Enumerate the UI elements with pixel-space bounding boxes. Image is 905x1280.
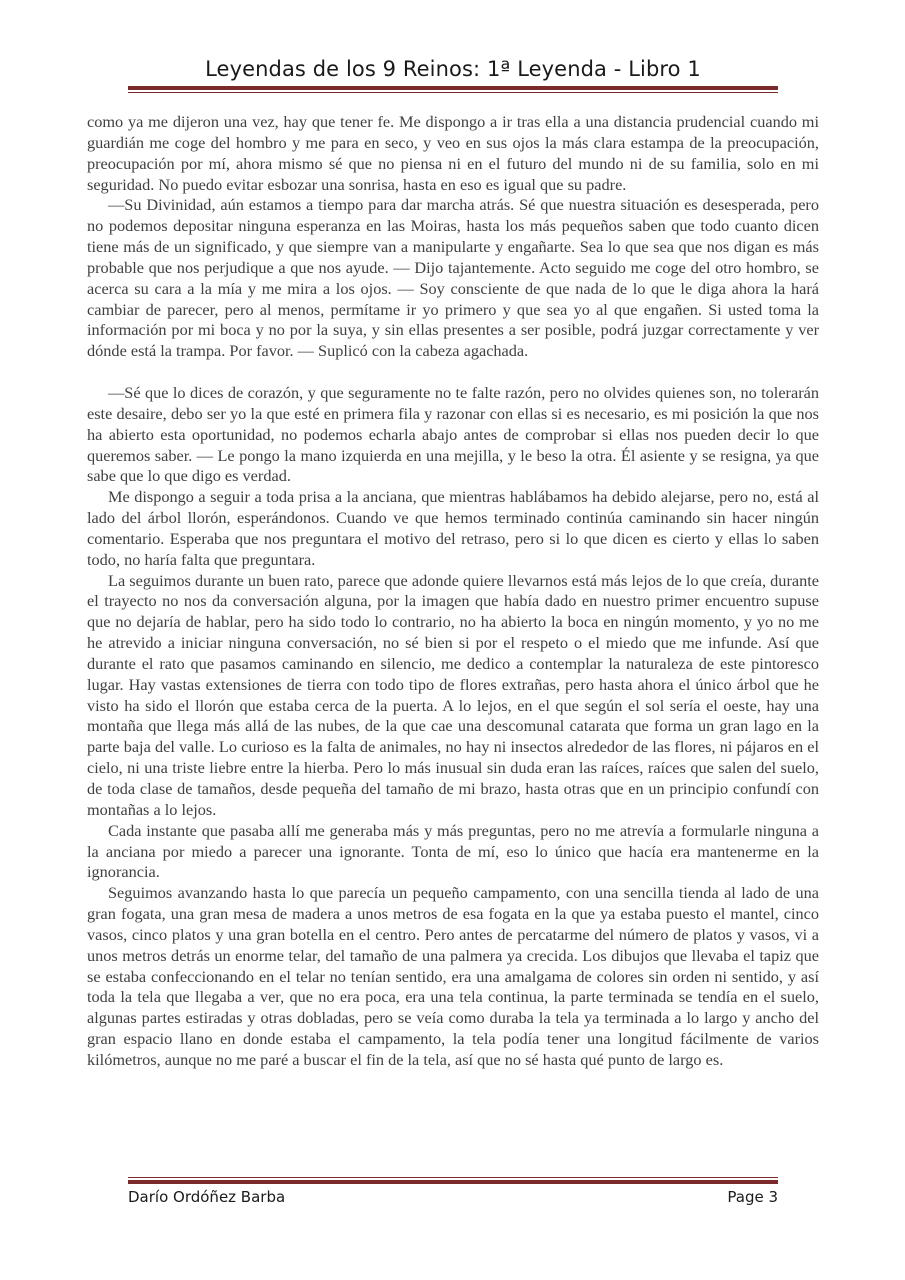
footer-divider — [128, 1177, 778, 1184]
footer-author: Darío Ordóñez Barba — [128, 1188, 286, 1206]
paragraph: Cada instante que pasaba allí me generaba más y más preguntas, pero no me atrevía a formularle ninguna a la anciana por miedo a parecer una ignorante. Tonta de mí, eso lo único que hacía era mantenerme en la ignorancia. — [87, 820, 819, 882]
document-body — [87, 112, 819, 1071]
footer-page-number: Page 3 — [727, 1188, 778, 1206]
paragraph: —Su Divinidad, aún estamos a tiempo para dar marcha atrás. Sé que nuestra situación es desesperada, pero no podemos depositar ninguna esperanza en las Moiras, hasta los más pequeños saben que todo cuanto dicen tiene más de un significado, y que siempre van a manipularte y engañarte. Sea lo que sea que nos digan es más probable que nos perjudique a que nos ayude. — Dijo tajantemente. Acto seguido me coge del otro hombro, se acerca su cara a la mía y me mira a los ojos. — Soy consciente de que nada de lo que le diga ahora la hará cambiar de parecer, pero al menos, permítame ir yo primero y que sea yo al que engañen. Si usted toma la información por mi boca y no por la suya, y sin ellas presentes a ser posible, podrá juzgar correctamente y ver dónde está la trampa. Por favor. — Suplicó con la cabeza agachada. — [87, 195, 819, 361]
footer-divider-thin — [128, 1177, 778, 1178]
paragraph: Seguimos avanzando hasta lo que parecía un pequeño campamento, con una sencilla tienda al lado de una gran fogata, una gran mesa de madera a unos metros de esa fogata en la que ya estaba puesto el mantel, cinco vasos, cinco platos y una gran botella en el centro. Pero antes de percatarme del número de platos y vasos, vi a unos metros detrás un enorme telar, del tamaño de una palmera ya crecida. Los dibujos que llevaba el tapiz que se estaba confeccionando en el telar no tenían sentido, era una amalgama de colores sin orden ni sentido, y así toda la tela que llegaba a ver, que no era poca, era una tela continua, la parte terminada se tendía en el suelo, algunas partes estiradas y otras dobladas, pero se veía como duraba la tela ya terminada a lo largo y ancho del gran espacio llano en donde estaba el campamento, la tela podía tener una longitud fácilmente de varios kilómetros, aunque no me paré a buscar el fin de la tela, así que no sé hasta qué punto de largo es. — [87, 883, 819, 1069]
paragraph-spacer — [87, 362, 819, 383]
paragraph: —Sé que lo dices de corazón, y que seguramente no te falte razón, pero no olvides quienes son, no tolerarán este desaire, debo ser yo la que esté en primera fila y razonar con ellas si es necesario, es mi posición la que nos ha abierto esta oportunidad, no podemos echarla abajo antes de comprobar si ellas nos pueden decir lo que queremos saber. — Le pongo la mano izquierda en una mejilla, y le beso la otra. Él asiente y se resigna, ya que sabe que lo que digo es verdad. — [87, 382, 819, 486]
header-divider-thin — [128, 92, 778, 93]
page-header-title: Leyendas de los 9 Reinos: 1ª Leyenda - Libro 1 — [205, 57, 701, 81]
header-divider — [128, 86, 778, 93]
footer-divider-thick — [128, 1180, 778, 1184]
paragraph: Me dispongo a seguir a toda prisa a la anciana, que mientras hablábamos ha debido alejarse, pero no, está al lado del árbol llorón, esperándonos. Cuando ve que hemos terminado continúa caminando sin hacer ningún comentario. Esperaba que nos preguntara el motivo del retraso, pero si lo que dicen es cierto y ellas lo saben todo, no haría falta que preguntara. — [87, 487, 819, 569]
paragraph: como ya me dijeron una vez, hay que tener fe. Me dispongo a ir tras ella a una distancia prudencial cuando mi guardián me coge del hombro y me para en seco, y veo en sus ojos la más clara estampa de la preocupación, preocupación por mí, ahora mismo sé que no piensa ni en el futuro del mundo ni de su familia, solo en mi seguridad. No puedo evitar esbozar una sonrisa, hasta en eso es igual que su padre. — [87, 112, 819, 194]
header-divider-thick — [128, 86, 778, 90]
paragraph: La seguimos durante un buen rato, parece que adonde quiere llevarnos está más lejos de lo que creía, durante el trayecto no nos da conversación alguna, por la imagen que había dado en nuestro primer encuentro supuse que no dejaría de hablar, pero ha sido todo lo contrario, no ha abierto la boca en ningún momento, y yo no me he atrevido a iniciar ninguna conversación, no sé bien si por el respeto o el miedo que me infunde. Así que durante el rato que pasamos caminando en silencio, me dedico a contemplar la naturaleza de este pintoresco lugar. Hay vastas extensiones de tierra con todo tipo de flores extrañas, pero hasta ahora el único árbol que he visto ha sido el llorón que estaba cerca de la puerta. A lo lejos, en el que según el sol sería el oeste, hay una montaña que llega más allá de las nubes, de la que cae una descomunal catarata que forma un gran lago en la parte baja del valle. Lo curioso es la falta de animales, no hay ni insectos alrededor de las flores, ni pájaros en el cielo, ni una triste liebre entre la hierba. Pero lo más inusual sin duda eran las raíces, raíces que salen del suelo, de toda clase de tamaños, desde pequeña del tamaño de mi brazo, hasta otras que en un principio confundí con montañas a lo lejos. — [87, 570, 819, 819]
